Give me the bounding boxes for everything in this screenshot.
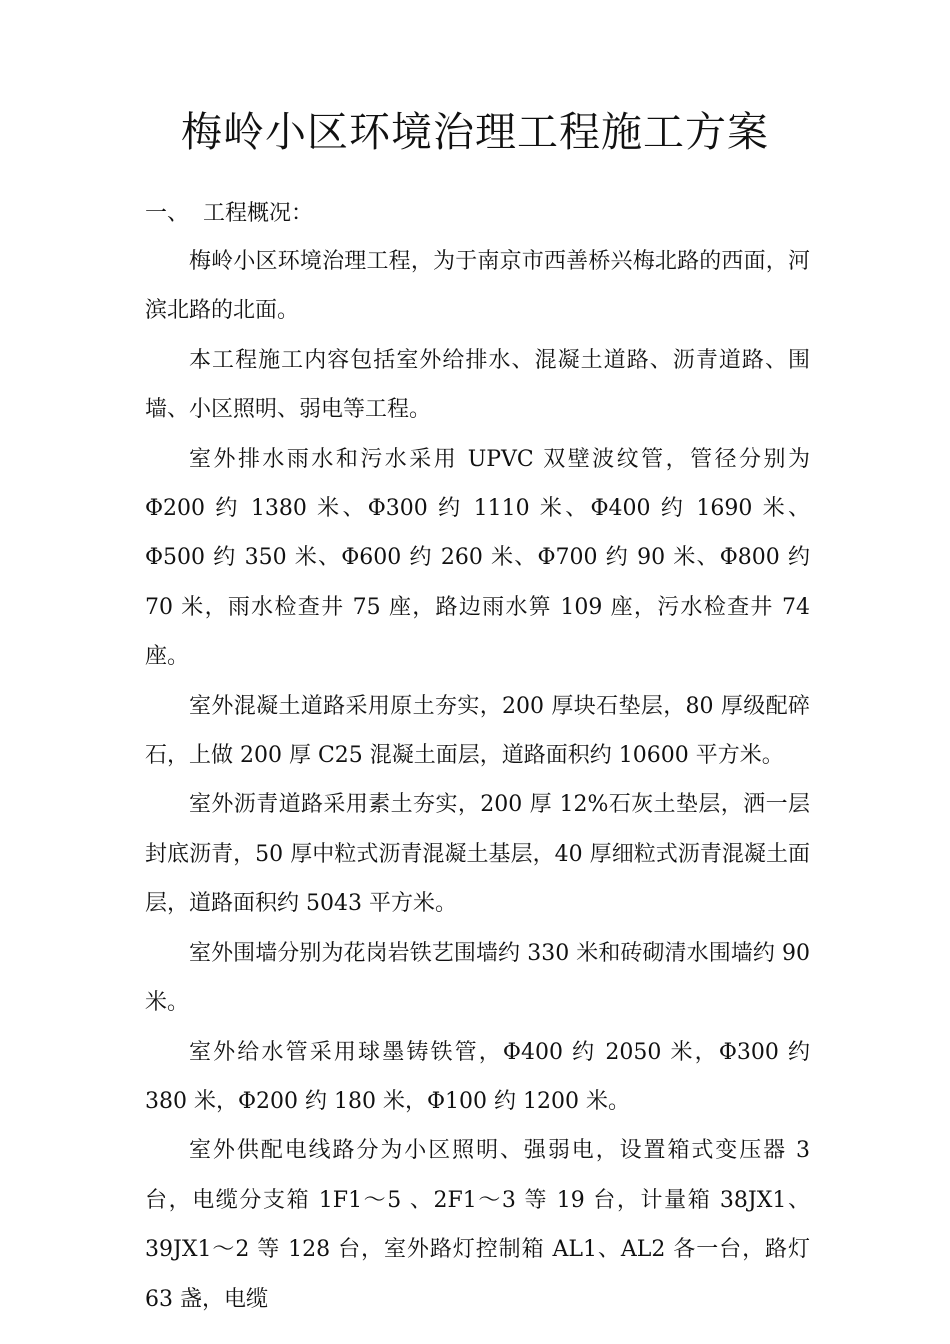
paragraph-walls: 室外围墙分别为花岗岩铁艺围墙约 330 米和砖砌清水围墙约 90 米。	[145, 940, 810, 1016]
paragraph-asphalt-road: 室外沥青道路采用素土夯实，200 厚 12%石灰土垫层，洒一层封底沥青，50 厚中粒式沥青混凝土基层，40 厚细粒式沥青混凝土面层，道路面积约 5043 平方米。	[145, 792, 810, 917]
document-title: 梅岭小区环境治理工程施工方案	[181, 108, 769, 156]
paragraph-water-supply: 室外给水管采用球墨铸铁管，Φ400 约 2050 米，Φ300 约 380 米，Φ200 约 180 米，Φ100 约 1200 米。	[145, 1039, 810, 1114]
section-number: 一、	[145, 201, 190, 226]
paragraph-location: 梅岭小区环境治理工程，为于南京市西善桥兴梅北路的西面，河滨北路的北面。	[145, 249, 810, 324]
section-heading-text: 工程概况：	[203, 201, 314, 226]
paragraph-power: 室外供配电线路分为小区照明、强弱电，设置箱式变压器 3 台，电缆分支箱 1F1～5 、2F1～3 等 19 台，计量箱 38JX1、39JX1～2 等 128 台，室外路灯控制箱 AL1、AL2 各一台，路灯 63 盏，电缆	[145, 1138, 810, 1312]
paragraph-scope: 本工程施工内容包括室外给排水、混凝土道路、沥青道路、围墙、小区照明、弱电等工程。	[145, 347, 810, 423]
paragraph-concrete-road: 室外混凝土道路采用原土夯实，200 厚块石垫层，80 厚级配碎石，上做 200 厚 C25 混凝土面层，道路面积约 10600 平方米。	[145, 693, 810, 769]
paragraph-drainage: 室外排水雨水和污水采用 UPVC 双壁波纹管，管径分别为Φ200 约 1380 米、Φ300 约 1110 米、Φ400 约 1690 米、Φ500 约 350 米、Φ600 约 260 米、Φ700 约 90 米、Φ800 约 70 米，雨水检查井 75 座，路边雨水箅 109 座，污水检查井 74 座。	[145, 446, 810, 670]
section-heading	[145, 198, 313, 230]
document-body	[145, 237, 810, 1324]
